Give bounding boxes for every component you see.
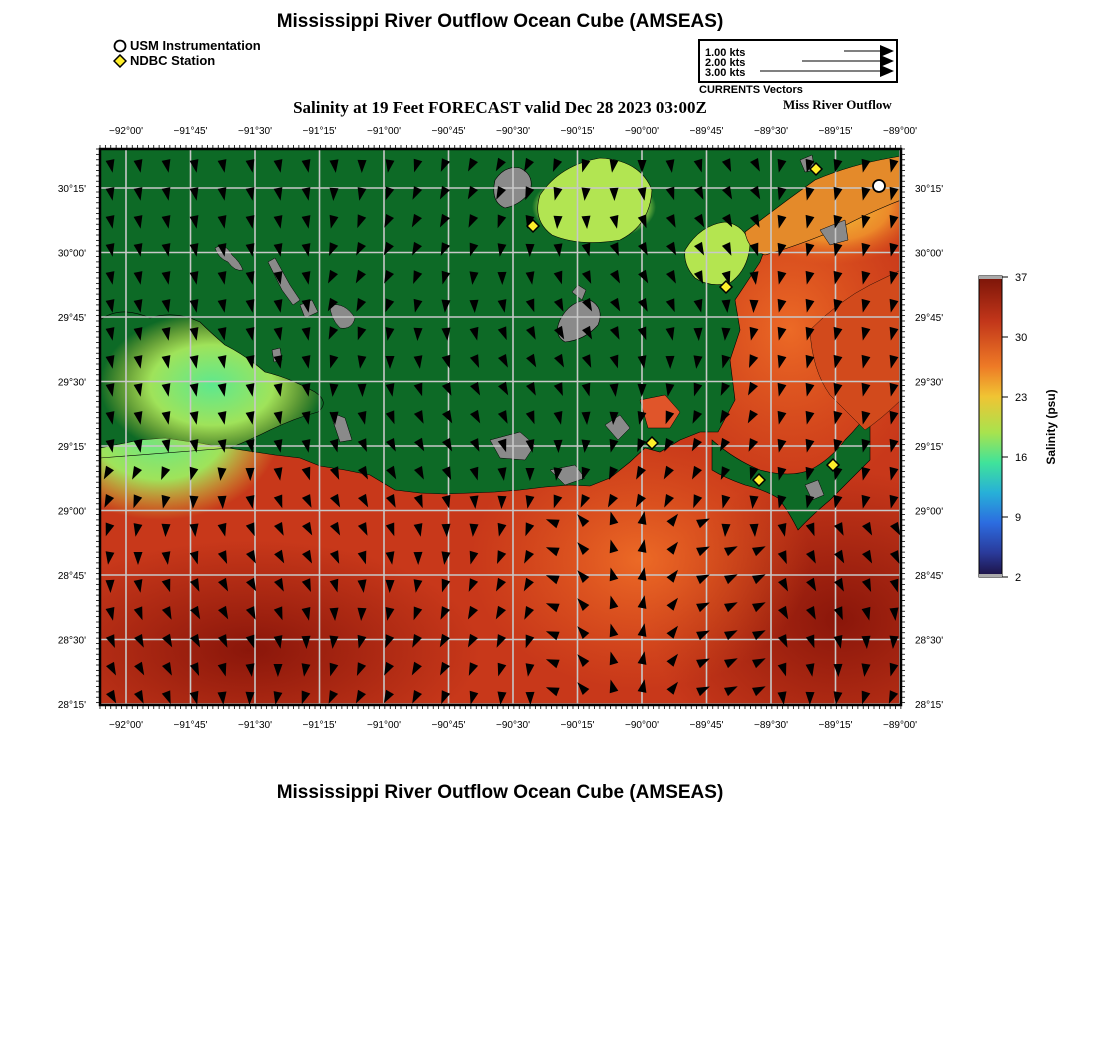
lon-label-bottom: −90°30': [496, 720, 530, 731]
colorbar-tick-label: 2: [1015, 572, 1022, 584]
lon-label-top: −91°45': [173, 126, 208, 137]
colorbar-label: Salinity (psu): [1044, 389, 1058, 465]
lon-label-top: −91°15': [302, 126, 337, 137]
vector-key-caption: CURRENTS Vectors: [699, 84, 803, 96]
lon-label-bottom: −91°00': [367, 720, 401, 731]
colorbar-tick-label: 30: [1015, 332, 1028, 344]
lon-label-bottom: −90°00': [625, 720, 659, 731]
figure-title-bottom: Mississippi River Outflow Ocean Cube (AMSEAS): [276, 782, 724, 803]
map-field: [20, 145, 1030, 760]
lon-label-top: −90°45': [431, 126, 466, 137]
lon-label-top: −91°30': [238, 126, 272, 137]
colorbar-tick-label: 37: [1015, 272, 1028, 284]
lat-label-left: 28°15': [57, 700, 86, 711]
lon-label-top: −92°00': [109, 126, 143, 137]
lat-label-right: 28°45': [915, 571, 944, 582]
lon-label-top: −89°45': [689, 126, 724, 137]
lat-label-right: 28°15': [915, 700, 944, 711]
lat-label-right: 30°15': [915, 184, 944, 195]
lat-label-left: 29°15': [57, 442, 86, 453]
colorbar-tick-label: 23: [1015, 392, 1028, 404]
lat-label-left: 29°30': [57, 377, 86, 389]
lon-label-top: −91°00': [367, 126, 401, 137]
lon-label-bottom: −89°00': [883, 720, 917, 731]
lat-label-right: 29°15': [915, 442, 944, 453]
lon-label-bottom: −91°30': [238, 720, 272, 731]
lon-label-bottom: −90°45': [431, 720, 466, 731]
lat-label-right: 28°30': [915, 635, 944, 647]
map-subtitle: Salinity at 19 Feet FORECAST valid Dec 28 2023 03:00Z: [293, 98, 707, 117]
colorbar-tick-label: 16: [1015, 452, 1028, 464]
legend-usm-label: USM Instrumentation: [130, 38, 261, 53]
lat-label-left: 28°30': [57, 635, 86, 647]
colorbar-ramp: [979, 276, 1002, 577]
lat-label-left: 30°00': [57, 248, 86, 260]
lat-label-right: 29°30': [915, 377, 944, 389]
lon-label-bottom: −92°00': [109, 720, 143, 731]
lon-label-top: −90°30': [496, 126, 530, 137]
lat-label-left: 28°45': [57, 571, 86, 582]
lon-label-top: −89°15': [818, 126, 853, 137]
vector-key-row-2: 2.00 kts: [705, 57, 746, 69]
outflow-label: Miss River Outflow: [783, 97, 892, 112]
lat-label-left: 29°45': [57, 313, 86, 324]
vector-key-row-1: 1.00 kts: [705, 47, 746, 59]
lat-label-right: 30°00': [915, 248, 944, 260]
lon-label-top: −89°00': [883, 126, 917, 137]
lon-label-top: −90°00': [625, 126, 659, 137]
lon-label-bottom: −91°15': [302, 720, 337, 731]
lon-label-bottom: −89°15': [818, 720, 853, 731]
lon-label-bottom: −91°45': [173, 720, 208, 731]
lon-label-top: −90°15': [560, 126, 595, 137]
lon-label-bottom: −89°30': [754, 720, 788, 731]
lon-label-bottom: −89°45': [689, 720, 724, 731]
legend-ndbc-label: NDBC Station: [130, 53, 216, 68]
colorbar: [979, 272, 1058, 584]
figure-title: Mississippi River Outflow Ocean Cube (AMSEAS): [276, 11, 724, 32]
vector-key-row-3: 3.00 kts: [705, 67, 746, 79]
usm-instrument-marker: [873, 180, 885, 192]
lat-label-left: 29°00': [57, 506, 86, 518]
colorbar-tick-label: 9: [1015, 512, 1022, 524]
lat-label-right: 29°45': [915, 313, 944, 324]
colorbar-ticks: [1002, 272, 1027, 584]
lon-label-bottom: −90°15': [560, 720, 595, 731]
lat-label-left: 30°15': [57, 184, 86, 195]
lat-label-right: 29°00': [915, 506, 944, 518]
lon-label-top: −89°30': [754, 126, 788, 137]
